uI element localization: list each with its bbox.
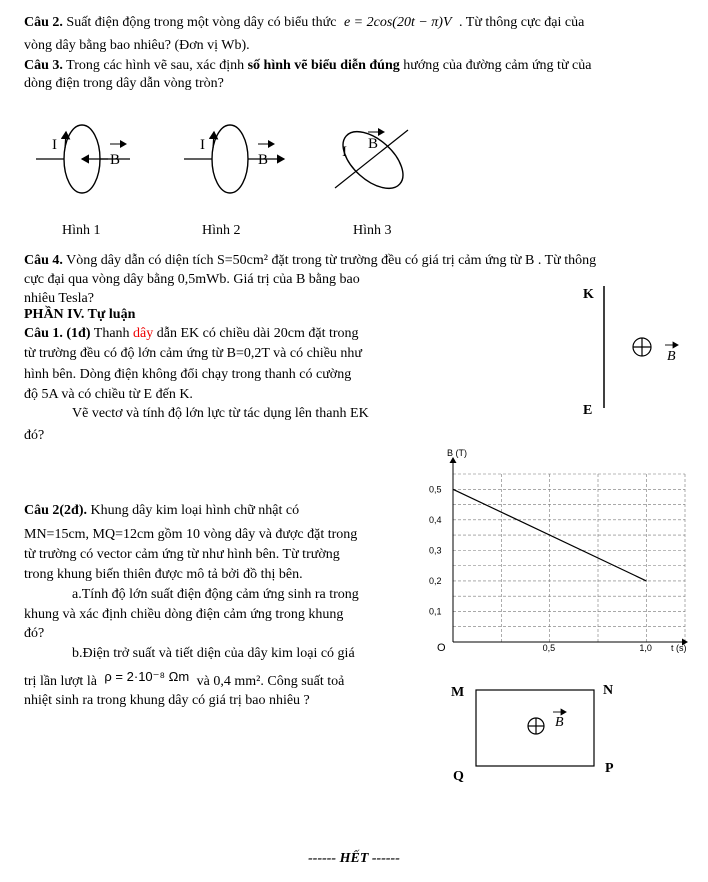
b-label: B bbox=[368, 136, 379, 152]
i-label: I bbox=[200, 137, 205, 153]
phan4-title: PHẦN IV. Tự luận bbox=[24, 307, 136, 322]
b-label: B bbox=[555, 715, 564, 730]
tl1-text-a: Thanh bbox=[93, 326, 130, 341]
i-label: I bbox=[52, 137, 57, 153]
rho-formula: ρ = 2·10⁻⁸ Ωm bbox=[104, 669, 190, 684]
ek-figure bbox=[575, 280, 695, 420]
tl2-line9 bbox=[24, 669, 345, 690]
cau2-text-b: . Từ thông cực đại của bbox=[459, 15, 585, 30]
into-page-symbol bbox=[528, 718, 544, 734]
k-label: K bbox=[583, 287, 594, 302]
tl2-text-9a: trị lần lượt là bbox=[24, 674, 97, 689]
tl2-line8: b.Điện trở suất và tiết diện của dây kim loại có giá bbox=[72, 646, 355, 661]
footer-het: ------ HẾT ------ bbox=[308, 851, 400, 866]
tl2-text-9b: và 0,4 mm². Công suất toả bbox=[196, 674, 345, 689]
cau4-line3: nhiêu Tesla? bbox=[24, 291, 94, 306]
caption-hinh1: Hình 1 bbox=[62, 223, 101, 238]
emf-formula: e = 2cos(20t − π)V bbox=[343, 15, 452, 30]
tl1-line1 bbox=[24, 325, 359, 342]
tl2-line1 bbox=[24, 502, 299, 519]
b-t-graph bbox=[425, 444, 705, 656]
y-tick-label: 0,5 bbox=[429, 484, 442, 495]
tl1-red-word: dây bbox=[133, 326, 154, 341]
tl1-text-b: dẫn EK có chiều dài 20cm đặt trong bbox=[156, 326, 359, 341]
tl2-text: Khung dây kim loại hình chữ nhật có bbox=[90, 503, 300, 518]
mnpq-frame bbox=[445, 680, 625, 790]
p-label: P bbox=[605, 761, 614, 776]
x-tick-label: 0,5 bbox=[542, 643, 556, 653]
frame-rect bbox=[476, 690, 594, 766]
y-tick-label: 0,3 bbox=[429, 545, 442, 556]
cau2-label: Câu 2. bbox=[24, 15, 63, 30]
cau2-line1 bbox=[24, 14, 584, 31]
tl2-line2: MN=15cm, MQ=12cm gồm 10 vòng dây và được đặt trong bbox=[24, 527, 358, 542]
tl2-line3: từ trường có vector cảm ứng từ như hình bên. Từ trường bbox=[24, 547, 340, 562]
tl1-line3: hình bên. Dòng điện không đổi chạy trong thanh có cường bbox=[24, 367, 352, 382]
cau3-label: Câu 3. bbox=[24, 58, 63, 73]
series bbox=[453, 489, 646, 581]
tl1-label: Câu 1. (1đ) bbox=[24, 326, 91, 341]
n-label: N bbox=[603, 683, 614, 698]
e-label: E bbox=[583, 403, 593, 418]
tl2-line5: a.Tính độ lớn suất điện động cảm ứng sinh ra trong bbox=[72, 587, 359, 602]
into-page-symbol bbox=[633, 338, 651, 356]
y-tick-label: 0,1 bbox=[429, 606, 442, 617]
figure-1 bbox=[30, 118, 140, 198]
tl2-line10: nhiệt sinh ra trong khung dây có giá trị bao nhiêu ? bbox=[24, 693, 310, 708]
cau3-text-a: Trong các hình vẽ sau, xác định bbox=[66, 58, 245, 73]
tl2-line6: khung và xác định chiều dòng điện cảm ứng trong khung bbox=[24, 607, 344, 622]
tl1-line2: từ trường đều có độ lớn cảm ứng từ B=0,2T và có chiều như bbox=[24, 346, 362, 361]
y-tick-label: 0,4 bbox=[429, 514, 442, 525]
q-label: Q bbox=[453, 769, 464, 784]
cau4-label: Câu 4. bbox=[24, 253, 63, 268]
figure-3 bbox=[330, 118, 420, 198]
x-tick-label: 1,0 bbox=[639, 643, 652, 653]
y-axis-label: B (T) bbox=[447, 448, 467, 458]
cau4-line2: cực đại qua vòng dây bằng 0,5mWb. Giá trị của B bằng bao bbox=[24, 272, 360, 287]
tl2-line7: đó? bbox=[24, 626, 45, 641]
tl2-line4: trong khung biến thiên được mô tả bởi đồ thị bên. bbox=[24, 567, 303, 582]
b-label: B bbox=[258, 152, 269, 168]
grid bbox=[453, 474, 685, 642]
cau3-text-b: hướng của đường cảm ứng từ của bbox=[403, 58, 592, 73]
cau3-line2: dòng điện trong dây dẫn vòng tròn? bbox=[24, 76, 224, 91]
x-axis-label: t (s) bbox=[671, 643, 687, 653]
tl1-line5: Vẽ vectơ và tính độ lớn lực từ tác dụng lên thanh EK bbox=[72, 406, 369, 421]
y-tick-label: 0,2 bbox=[429, 575, 442, 586]
cau3-line1 bbox=[24, 57, 591, 74]
tl1-line4: độ 5A và có chiều từ E đến K. bbox=[24, 387, 193, 402]
b-label: B bbox=[667, 349, 676, 364]
series-line bbox=[453, 489, 646, 581]
cau4-text: Vòng dây dẫn có diện tích S=50cm² đặt trong từ trường đều có giá trị cảm ứng từ B . Từ thông bbox=[66, 253, 597, 268]
origin-label: O bbox=[437, 642, 446, 654]
caption-hinh2: Hình 2 bbox=[202, 223, 241, 238]
ticks bbox=[429, 484, 652, 653]
cau4-line1 bbox=[24, 252, 596, 269]
cau2-line2: vòng dây bằng bao nhiêu? (Đơn vị Wb). bbox=[24, 38, 250, 53]
tl2-label: Câu 2(2đ). bbox=[24, 503, 88, 518]
tl1-line6: đó? bbox=[24, 428, 45, 443]
loop-ellipse bbox=[212, 125, 248, 193]
i-label: I bbox=[342, 144, 347, 160]
b-label: B bbox=[110, 152, 121, 168]
figure-2 bbox=[180, 118, 290, 198]
cau3-bold: số hình vẽ biểu diễn đúng bbox=[247, 58, 400, 73]
caption-hinh3: Hình 3 bbox=[353, 223, 392, 238]
cau2-text: Suất điện động trong một vòng dây có biểu thức bbox=[66, 15, 337, 30]
m-label: M bbox=[451, 685, 465, 700]
